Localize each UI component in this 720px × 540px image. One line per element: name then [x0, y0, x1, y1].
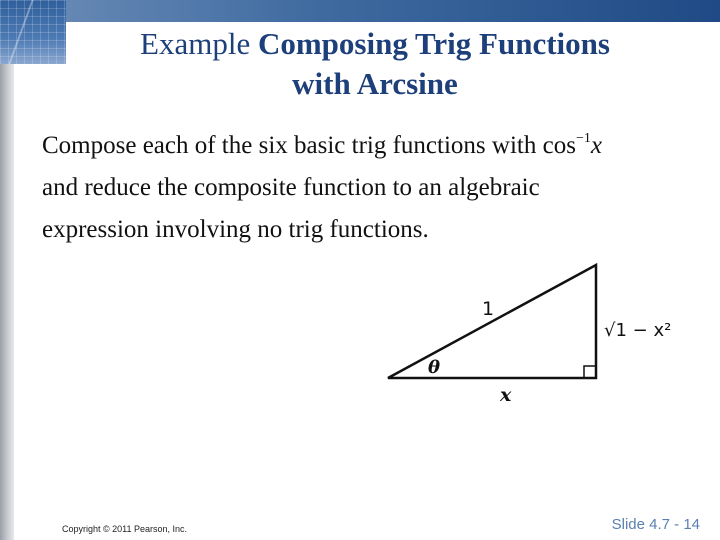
body-line2: and reduce the composite function to an algebraic: [42, 174, 540, 201]
triangle-outline: [388, 265, 596, 378]
adjacent-side-label: x: [500, 384, 512, 405]
body-line3: expression involving no trig functions.: [42, 216, 429, 243]
top-decorative-bar: [0, 0, 720, 22]
right-angle-marker: [584, 366, 596, 378]
slide-number: Slide 4.7 - 14: [611, 516, 700, 533]
opposite-side-label: √1 − x²: [604, 320, 672, 341]
copyright-notice: Copyright © 2011 Pearson, Inc.: [62, 524, 188, 534]
hypotenuse-label: 1: [482, 298, 495, 320]
corner-decoration: [0, 0, 66, 64]
right-triangle-figure: [380, 255, 700, 405]
variable-x: x: [590, 132, 602, 159]
angle-theta-label: θ: [428, 357, 441, 378]
title-prefix: Example: [140, 26, 251, 61]
slide-title: [70, 24, 680, 104]
body-line1: Compose each of the six basic trig functions with cos: [42, 132, 576, 159]
title-bold-line1: Composing Trig Functions: [257, 26, 610, 61]
inverse-exponent: −1: [575, 131, 591, 146]
left-decorative-bar: [0, 64, 14, 540]
title-bold-line2: with Arcsine: [292, 66, 458, 101]
body-paragraph: [42, 118, 702, 251]
